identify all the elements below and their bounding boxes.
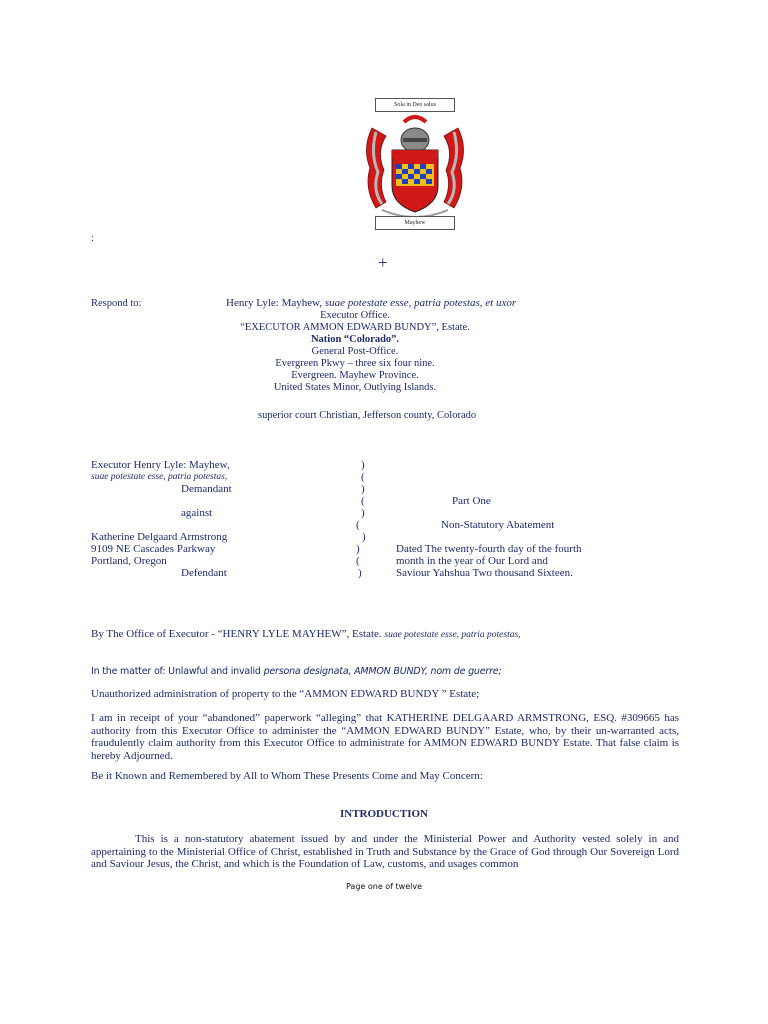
crest-name-banner	[375, 216, 455, 230]
intro-paragraph: This is a non-statutory abatement issued by and under the Ministerial Power and Authority vested solely in and appertaining to the Ministerial Office of Christ, established in Truth and Substance by the Grace of God through Our Sovereign Lord and Saviour Jesus, the Christ, and which is the Foundation of Law, customs, and usages common	[91, 833, 679, 870]
respond-line: United States Minor, Outlying Islands.	[273, 382, 437, 393]
unauthorized-line: Unauthorized administration of property to the “AMMON EDWARD BUNDY ” Estate;	[91, 688, 480, 700]
office-latin: suae potestate esse, patria potestas,	[384, 630, 521, 640]
respond-line: “EXECUTOR AMMON EDWARD BUNDY”, Estate.	[240, 322, 470, 333]
caption-brackets	[356, 459, 376, 579]
caption-date-line: Saviour Yahshua Two thousand Sixteen.	[396, 567, 573, 579]
caption-left-line: suae potestate esse, patria potestas,	[91, 472, 228, 482]
caption-right-line	[395, 531, 625, 543]
matter-prefix: In the matter of: Unlawful and invalid	[91, 666, 261, 677]
crest-name: Mayhew	[404, 220, 426, 226]
caption-bracket: )	[362, 531, 366, 543]
caption-left-line: Katherine Delgaard Armstrong	[91, 531, 228, 543]
caption-bracket: (	[361, 495, 365, 507]
caption-left-line	[91, 495, 341, 507]
known-line: Be it Known and Remembered by All to Whom These Presents Come and May Concern:	[91, 770, 483, 782]
caption-left-line: Portland, Oregon	[91, 555, 167, 567]
caption-bracket: (	[356, 555, 360, 567]
respond-label: Respond to:	[91, 298, 142, 309]
caption-right-line	[395, 459, 625, 471]
respond-line: Nation “Colorado”.	[310, 334, 400, 345]
caption-left-line: Demandant	[181, 483, 232, 495]
caption-bracket: )	[361, 459, 365, 471]
receipt-paragraph: I am in receipt of your “abandoned” paperwork “alleging” that KATHERINE DELGAARD ARMSTRONG, ESQ. #309665 has authority from this Executor Office to administer the “AMMON EDWARD BUNDY” Estate, who, by their un-warranted acts, fraudulently claim authority from this Executor Office to administrate for AMMON EDWARD BUNDY Estate. That false claim is hereby Adjourned.	[91, 712, 679, 762]
page-footer: Page one of twelve	[345, 882, 423, 891]
caption-left-line: Defendant	[181, 567, 227, 579]
respond-line: Evergreen Pkwy – three six four nine.	[275, 358, 435, 369]
crest-drawing	[360, 98, 470, 233]
court-name: superior court Christian, Jefferson county, Colorado	[258, 410, 477, 421]
caption-part: Part One	[452, 495, 491, 507]
caption-title: Non-Statutory Abatement	[441, 519, 555, 531]
respond-name-latin: suae potestate esse, patria potestas, et uxor	[324, 297, 517, 309]
respond-name	[226, 297, 516, 309]
respond-name-text: Henry Lyle: Mayhew,	[226, 297, 323, 309]
caption-right-line	[395, 507, 625, 519]
intro-heading: INTRODUCTION	[339, 808, 428, 820]
caption-bracket: (	[356, 519, 360, 531]
respond-line: General Post-Office.	[311, 346, 399, 357]
office-text: By The Office of Executor - “HENRY LYLE MAYHEW”, Estate.	[91, 628, 382, 640]
caption-bracket: (	[361, 471, 365, 483]
caption-bracket: )	[356, 543, 360, 555]
matter-italic: persona designata, AMMON BUNDY, nom de guerre;	[263, 666, 502, 677]
caption-details	[395, 459, 625, 579]
colon-mark: :	[91, 233, 94, 244]
caption-right-line	[395, 483, 625, 495]
cross-mark: +	[378, 253, 388, 272]
crest-motto: Sola in Deo salus	[394, 102, 436, 108]
caption-date-line: Dated The twenty-fourth day of the fourth	[396, 543, 582, 555]
caption-left-line: Executor Henry Lyle: Mayhew,	[91, 459, 230, 471]
caption-bracket: )	[358, 567, 362, 579]
caption-bracket: )	[361, 483, 365, 495]
respond-address	[225, 310, 485, 394]
caption-left-line	[91, 519, 341, 531]
coat-of-arms	[360, 98, 470, 233]
caption-right-line	[395, 471, 625, 483]
matter-line	[91, 666, 501, 677]
caption-date-line: month in the year of Our Lord and	[396, 555, 548, 567]
caption-left-line: against	[181, 507, 213, 519]
respond-line: Executor Office.	[320, 310, 390, 321]
respond-line: Evergreen. Mayhew Province.	[291, 370, 419, 381]
office-line	[91, 628, 521, 640]
caption-left-line: 9109 NE Cascades Parkway	[91, 543, 216, 555]
caption-bracket: )	[361, 507, 365, 519]
caption-parties	[91, 459, 341, 579]
